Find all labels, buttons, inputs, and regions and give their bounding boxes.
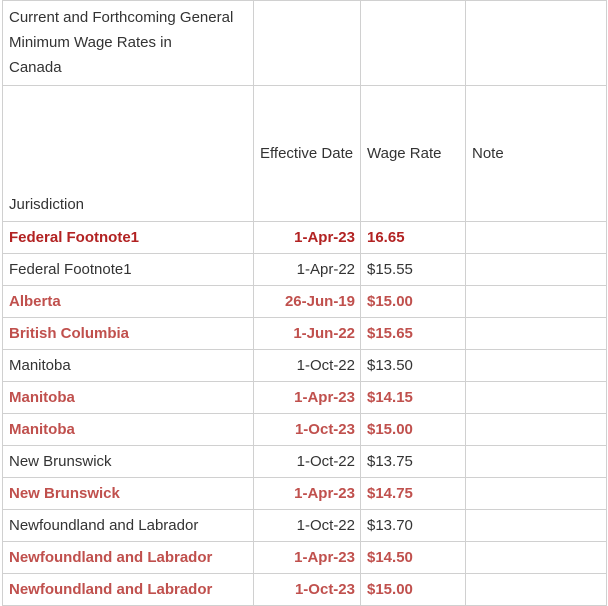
note-cell <box>466 414 607 446</box>
jurisdiction-cell: Newfoundland and Labrador <box>3 542 254 574</box>
table-row <box>3 222 607 254</box>
jurisdiction-cell: Alberta <box>3 286 254 318</box>
table-title: Current and Forthcoming General Minimum Wage Rates in Canada <box>9 9 234 76</box>
effective-date-cell: 1-Apr-22 <box>254 254 361 286</box>
wage-rate-cell: $15.00 <box>361 414 466 446</box>
wage-rate-cell: $14.15 <box>361 382 466 414</box>
note-cell <box>466 286 607 318</box>
effective-date-cell: 1-Oct-23 <box>254 574 361 606</box>
effective-date-cell: 1-Apr-23 <box>254 478 361 510</box>
table-row <box>3 478 607 510</box>
wage-rate-cell: $15.55 <box>361 254 466 286</box>
jurisdiction-cell: Manitoba <box>3 414 254 446</box>
jurisdiction-cell: New Brunswick <box>3 478 254 510</box>
note-cell <box>466 318 607 350</box>
note-cell <box>466 382 607 414</box>
wage-rate-cell: $13.50 <box>361 350 466 382</box>
table-row <box>3 542 607 574</box>
jurisdiction-cell: Manitoba <box>3 382 254 414</box>
note-cell <box>466 446 607 478</box>
wage-rate-cell: 16.65 <box>361 222 466 254</box>
table-row <box>3 574 607 606</box>
wage-rate-cell: $13.70 <box>361 510 466 542</box>
table-row <box>3 350 607 382</box>
table-body <box>3 1 607 606</box>
table-row <box>3 286 607 318</box>
table-row <box>3 318 607 350</box>
wage-rate-header: Wage Rate <box>361 86 466 222</box>
table-row <box>3 510 607 542</box>
wage-rate-cell: $15.00 <box>361 286 466 318</box>
empty-cell <box>361 1 466 86</box>
effective-date-cell: 1-Oct-22 <box>254 350 361 382</box>
minimum-wage-table <box>2 0 607 606</box>
title-row <box>3 1 607 86</box>
note-header: Note <box>466 86 607 222</box>
header-row <box>3 86 607 222</box>
effective-date-cell: 1-Oct-23 <box>254 414 361 446</box>
jurisdiction-cell: Newfoundland and Labrador <box>3 510 254 542</box>
effective-date-cell: 26-Jun-19 <box>254 286 361 318</box>
wage-rate-cell: $14.50 <box>361 542 466 574</box>
table-row <box>3 254 607 286</box>
note-cell <box>466 510 607 542</box>
wage-rate-cell: $15.65 <box>361 318 466 350</box>
jurisdiction-cell: Newfoundland and Labrador <box>3 574 254 606</box>
empty-cell <box>254 1 361 86</box>
effective-date-cell: 1-Apr-23 <box>254 542 361 574</box>
jurisdiction-cell: Federal Footnote1 <box>3 222 254 254</box>
effective-date-cell: 1-Oct-22 <box>254 510 361 542</box>
note-cell <box>466 254 607 286</box>
note-cell <box>466 542 607 574</box>
note-cell <box>466 222 607 254</box>
table-title-cell <box>3 1 254 86</box>
effective-date-cell: 1-Apr-23 <box>254 382 361 414</box>
empty-cell <box>466 1 607 86</box>
effective-date-cell: 1-Oct-22 <box>254 446 361 478</box>
jurisdiction-header: Jurisdiction <box>3 86 254 222</box>
table-row <box>3 446 607 478</box>
note-cell <box>466 350 607 382</box>
jurisdiction-cell: Federal Footnote1 <box>3 254 254 286</box>
effective-date-cell: 1-Jun-22 <box>254 318 361 350</box>
table-row <box>3 382 607 414</box>
wage-rate-cell: $15.00 <box>361 574 466 606</box>
effective-date-cell: 1-Apr-23 <box>254 222 361 254</box>
jurisdiction-cell: British Columbia <box>3 318 254 350</box>
note-cell <box>466 478 607 510</box>
wage-rate-cell: $13.75 <box>361 446 466 478</box>
wage-rate-cell: $14.75 <box>361 478 466 510</box>
effective-date-header: Effective Date <box>254 86 361 222</box>
table-row <box>3 414 607 446</box>
jurisdiction-cell: New Brunswick <box>3 446 254 478</box>
note-cell <box>466 574 607 606</box>
jurisdiction-cell: Manitoba <box>3 350 254 382</box>
